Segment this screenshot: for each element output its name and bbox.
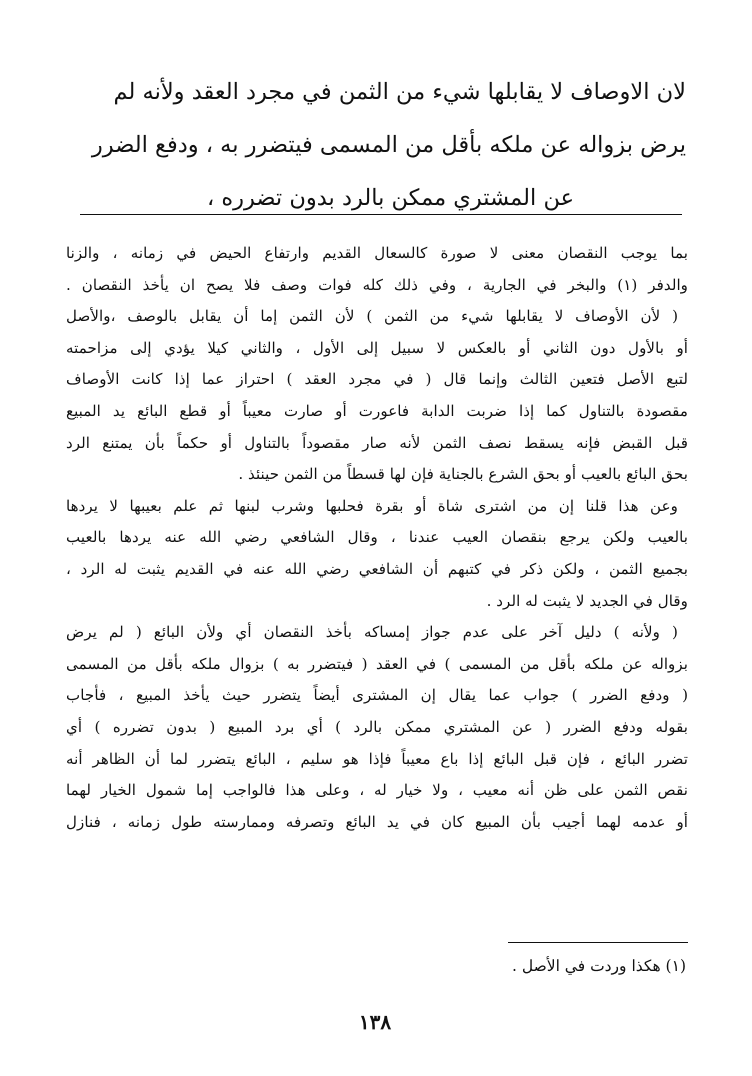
commentary-line: أو بالأول دون الثاني أو بالعكس لا سبيل إلى الأول ، والثاني كيلا يؤدي إلى مزاحمته — [66, 338, 688, 357]
main-text — [66, 66, 686, 225]
top-divider — [80, 214, 682, 215]
commentary-line: وعن هذا قلنا إن من اشترى شاة أو بقرة فحلبها وشرب لبنها ثم علم بعيبها لا يردها — [66, 496, 678, 515]
commentary-paragraph — [66, 491, 688, 617]
commentary-line: بحق البائع بالعيب أو بحق الشرع بالجناية فإن لها قسطاً من الثمن حينئذ . — [238, 465, 688, 484]
main-text-line: يرض بزواله عن ملكه بأقل من المسمى فيتضرر به ، ودفع الضرر — [91, 132, 686, 158]
commentary-line: ( لأن الأوصاف لا يقابلها شيء من الثمن ) لأن الثمن إما أن يقابل بالوصف ،والأصل — [66, 307, 678, 326]
footnote-divider — [508, 942, 688, 943]
commentary-line: مقصودة بالتناول كما إذا ضربت الدابة فاعورت أو صارت معيباً أو قطع البائع يد المبيع — [66, 401, 688, 420]
commentary-line: بجميع الثمن ، ولكن ذكر في كتبهم أن الشافعي رضي الله عنه في القديم يثبت له الرد ، — [66, 559, 688, 578]
commentary-line: بقوله ودفع الضرر ( عن المشتري ممكن بالرد ) أي برد المبيع ( بدون تضرره ) أي — [66, 717, 688, 736]
footnote: (١) هكذا وردت في الأصل . — [511, 957, 686, 975]
commentary-line: تضرر البائع ، فإن قبل البائع إذا باع معيباً فإذا هو سليم ، البائع يتضرر لما أن الظاهر أنه — [66, 749, 688, 768]
commentary-line: والدفر (١) والبخر في الجارية ، وفي ذلك كله فوات وصف فلا يصح ان يأخذ النقصان . — [66, 275, 688, 294]
commentary-line: نقص الثمن على ظن أنه معيب ، ولا خيار له ، وعلى هذا فالواجب إما شمول الخيار لهما — [66, 781, 688, 800]
commentary-paragraph — [66, 301, 688, 491]
page-number: ١٣٨ — [358, 1010, 392, 1034]
commentary-line: بما يوجب النقصان معنى لا صورة كالسعال القديم وارتفاع الحيض في زمانه ، والزنا — [66, 244, 688, 262]
commentary-line: بزواله عن ملكه بأقل من المسمى ) في العقد ( فيتضرر به ) بزوال ملكه بأقل من المسمى — [66, 654, 688, 673]
commentary — [66, 238, 688, 838]
commentary-line: لتبع الأصل فتعين الثالث وإنما قال ( في مجرد العقد ) احتراز عما إذا كانت الأوصاف — [66, 370, 688, 389]
commentary-line: بالعيب ولكن يرجع بنقصان العيب عندنا ، وقال الشافعي رضي الله عنه يردها بالعيب — [66, 528, 688, 547]
commentary-line: وقال في الجديد لا يثبت له الرد . — [486, 591, 688, 610]
commentary-paragraph — [66, 617, 688, 838]
commentary-paragraph — [66, 238, 688, 301]
main-text-line: عن المشتري ممكن بالرد بدون تضرره ، — [206, 185, 574, 211]
commentary-line: ( ودفع الضرر ) جواب عما يقال إن المشترى أيضاً يتضرر حيث يأخذ المبيع ، فأجاب — [66, 686, 688, 705]
commentary-line: قبل القبض فإنه يسقط نصف الثمن لأنه صار مقصوداً بالتناول أو حكماً بأن يمتنع الرد — [66, 433, 688, 452]
commentary-line: ( ولأنه ) دليل آخر على عدم جواز إمساكه بأخذ النقصان أي ولأن البائع ( لم يرض — [66, 623, 678, 642]
commentary-line: أو عدمه لهما أجيب بأن المبيع كان في يد البائع وتصرفه وممارسته طول زمانه ، فنازل — [66, 812, 688, 831]
main-text-line: لان الاوصاف لا يقابلها شيء من الثمن في مجرد العقد ولأنه لم — [113, 79, 686, 105]
